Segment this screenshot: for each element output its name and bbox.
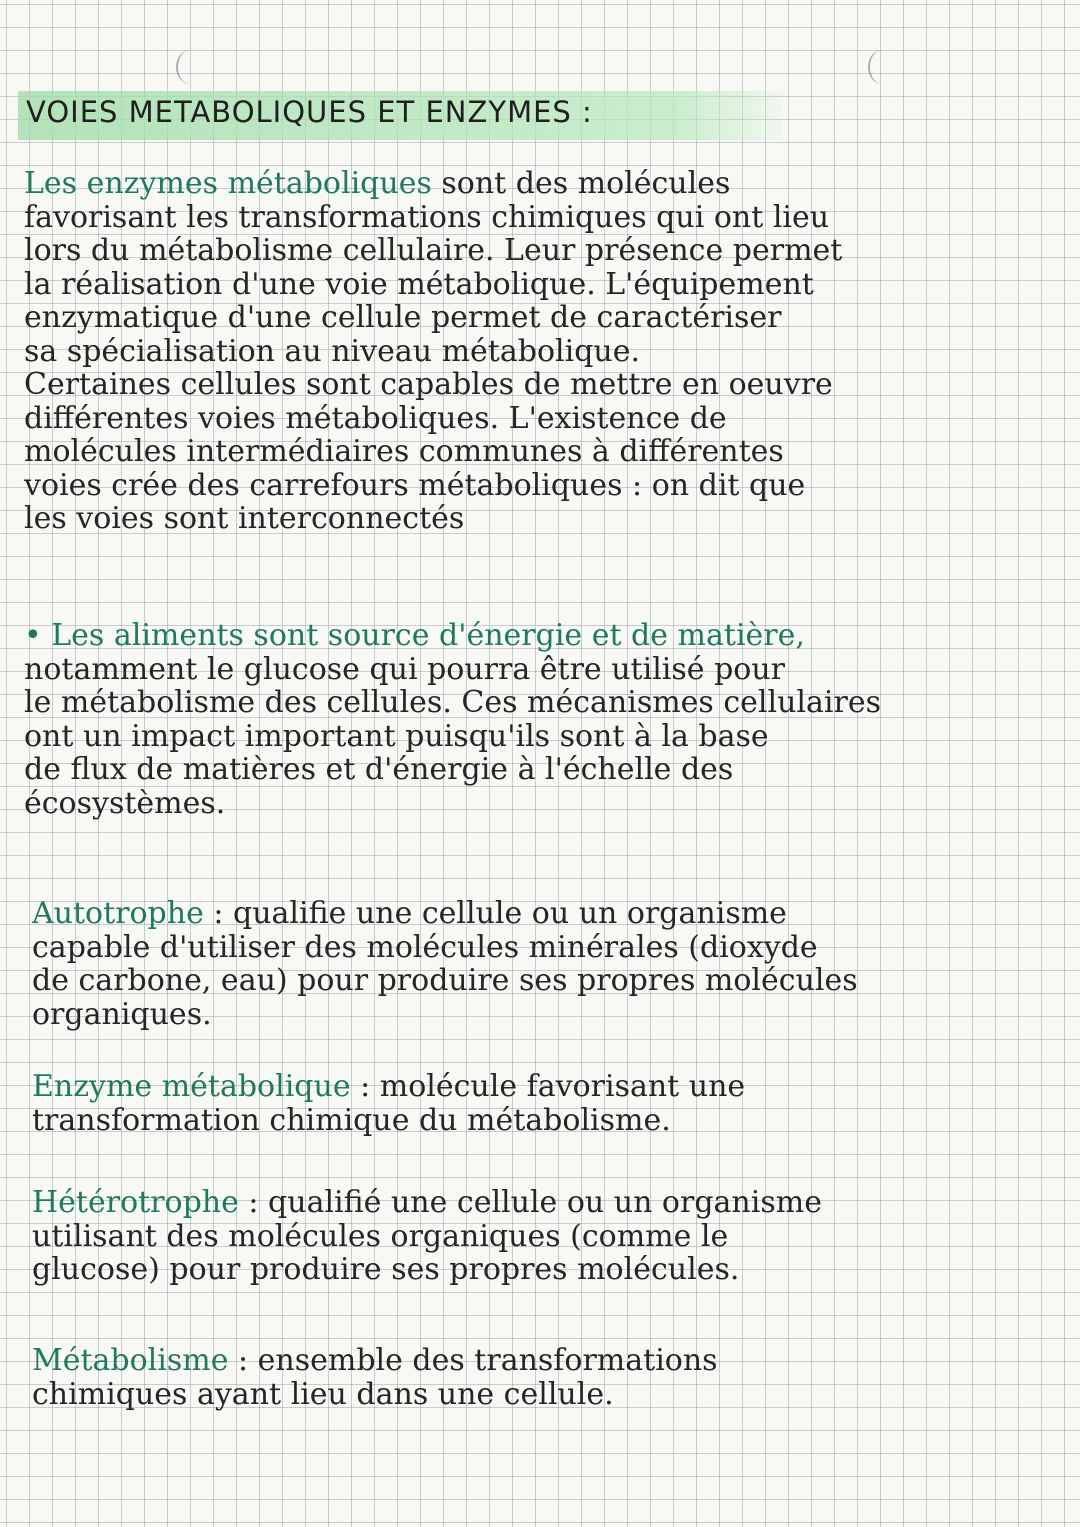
page-title: VOIES METABOLIQUES ET ENZYMES : [18, 91, 783, 140]
definition-term: Enzyme métabolique [32, 1069, 351, 1104]
definition-text: : ensemble des transformations chimiques ayant lieu dans une cellule. [32, 1343, 718, 1412]
definition-term: Hétérotrophe [32, 1185, 239, 1220]
definition-term: Métabolisme [32, 1343, 229, 1378]
definition-text: : qualifié une cellule ou un organisme utilisant des molécules organiques (comme le glucose) pour produire ses propres molécules. [32, 1185, 822, 1287]
definition-enzyme [32, 1070, 1032, 1137]
intro-lead: Les enzymes métaboliques [24, 166, 432, 201]
food-paragraph [24, 619, 1064, 820]
food-text: notamment le glucose qui pourra être utilisé pour le métabolisme des cellules. Ces mécanismes cellulaires ont un impact important puisqu'ils sont à la base de flux de matières et d'énergie à l'échelle des écosystèmes. [24, 651, 881, 821]
definition-heterotrophe [32, 1186, 1042, 1287]
food-lead: • Les aliments sont source d'énergie et de matière, [24, 618, 805, 653]
binder-hole-right [868, 50, 896, 84]
intro-text: sont des molécules favorisant les transformations chimiques qui ont lieu lors du métabolisme cellulaire. Leur présence permet la réalisation d'une voie métabolique. L'équipement enzymatique d'une cellule permet de caractériser sa spécialisation au niveau métabolique. Certaines cellules sont capables de mettre en oeuvre différentes voies métaboliques. L'existence de molécules intermédiaires communes à différentes voies crée des carrefours métaboliques : on dit que les voies sont interconnectés [24, 166, 843, 536]
definition-term: Autotrophe [32, 896, 204, 931]
definition-text: : qualifie une cellule ou un organisme capable d'utiliser des molécules minérales (dioxyde de carbone, eau) pour produire ses propres molécules organiques. [32, 896, 858, 1032]
intro-paragraph [24, 167, 1059, 536]
definition-metabolisme [32, 1344, 1032, 1411]
binder-hole-left [176, 50, 204, 84]
definition-text: : molécule favorisant une transformation chimique du métabolisme. [32, 1069, 746, 1138]
definition-autotrophe [32, 897, 1032, 1031]
